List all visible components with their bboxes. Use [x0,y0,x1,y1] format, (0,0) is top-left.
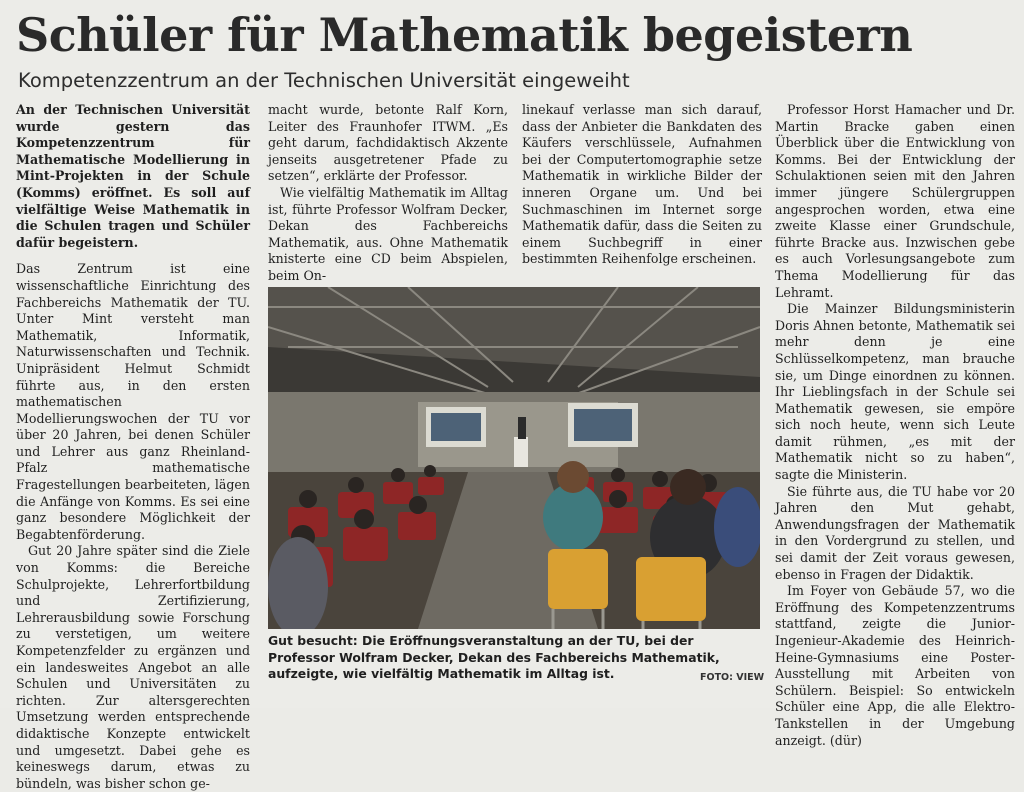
column-1 [16,102,250,792]
column-3 [522,102,762,268]
column-2 [268,102,508,285]
body-paragraph: Wie vielfältig Mathematik im Alltag ist, führte Professor Wolfram Decker, Dekan des Fachbereichs Mathematik, aus. Ohne Mathematik knisterte eine CD beim Abspielen, beim On- [268,184,508,283]
body-paragraph: Im Foyer von Gebäude 57, wo die Eröffnung des Kompetenzzentrums stattfand, zeigte die Junior-Ingenieur-Akademie des Heinrich-Heine-Gymnasiums eine Poster-Ausstellung mit Arbeiten von Schülern. Beispiel: So entwickeln Schüler eine App, die alle Elektro-Tankstellen in der Umgebung anzeigt. (dür) [775,583,1015,748]
headline: Schüler für Mathematik begeistern [16,8,913,62]
event-photo [268,287,760,629]
body-paragraph: Sie führte aus, die TU habe vor 20 Jahren den Mut gehabt, Anwendungsfragen der Mathematik in den Vordergrund zu stellen, und sei damit der Zeit voraus gewesen, ebenso in Fragen der Didaktik. [775,483,1015,582]
auditorium-illustration [268,287,760,629]
subheadline: Kompetenzzentrum an der Technischen Universität eingeweiht [18,69,630,92]
body-paragraph: Die Mainzer Bildungsministerin Doris Ahnen betonte, Mathematik sei mehr denn je eine Schlüsselkompetenz, man brauche sie, um Dinge einordnen zu können. Ihr Lieblingsfach in der Schule sei Mathematik gewesen, sie empöre sich noch heute, wenn sich Leute damit rühmen, „es mit der Mathematik nicht so zu haben“, sagte die Ministerin. [775,301,1015,483]
photo-caption: Gut besucht: Die Eröffnungsveranstaltung an der TU, bei der Professor Wolfram Decker, Dekan des Fachbereichs Mathematik, aufzeigte, wie vielfältig Mathematik im Alltag ist. [268,633,720,681]
photo-credit: FOTO: VIEW [700,672,765,683]
body-paragraph: Gut 20 Jahre später sind die Ziele von Komms: die Bereiche Schulprojekte, Lehrerfortbildung und Zertifizierung, Lehrerausbildung sowie Forschung zu verstetigen, um weitere Kompetenzfelder zu ergänzen und ein landesweites Angebot an alle Schulen und Universitäten zu richten. Zur altersgerechten Umsetzung werden entsprechende didaktische Konzepte entwickelt und umgesetzt. Dabei gehe es keineswegs darum, etwas zu bündeln, was bisher schon ge- [16,543,250,791]
column-4 [775,102,1015,749]
body-paragraph: macht wurde, betonte Ralf Korn, Leiter des Fraunhofer ITWM. „Es geht darum, fachdidaktisch Akzente jenseits ausgetretener Pfade zu setzen“, erklärte der Professor. [268,102,508,184]
lead-paragraph: An der Technischen Universität wurde gestern das Kompetenzzentrum für Mathematische Modellierung in Mint-Projekten in der Schule (Komms) eröffnet. Es soll auf vielfältige Weise Mathematik in die Schulen tragen und Schüler dafür begeistern. [16,102,250,250]
body-paragraph: linekauf verlasse man sich darauf, dass der Anbieter die Bankdaten des Käufers verschlüssele, Aufnahmen bei der Computertomographie setze Mathematik in wirkliche Bilder der inneren Organe um. Und bei Suchmaschinen im Internet sorge Mathematik dafür, dass die Seiten zu einem Suchbegriff in einer bestimmten Reihenfolge erscheinen. [522,102,762,267]
body-paragraph: Das Zentrum ist eine wissenschaftliche Einrichtung des Fachbereichs Mathematik der TU. Unter Mint versteht man Mathematik, Informatik, Naturwissenschaften und Technik. Unipräsident Helmut Schmidt führte aus, in den ersten mathematischen Modellierungswochen der TU vor über 20 Jahren, bei denen Schüler und Lehrer aus ganz Rheinland-Pfalz mathematische Fragestellungen bearbeiteten, lägen die Anfänge von Komms. Es sei eine ganz besondere Möglichkeit der Begabtenförderung. [16,261,250,542]
body-paragraph: Professor Horst Hamacher und Dr. Martin Bracke gaben einen Überblick über die Entwicklung von Komms. Bei der Entwicklung der Schulaktionen seien mit den Jahren immer jüngere Schülergruppen angesprochen worden, etwa eine zweite Klasse einer Grundschule, führte Bracke aus. Inzwischen gebe es auch Vorlesungsangebote zum Thema Modellierung für das Lehramt. [775,102,1015,300]
